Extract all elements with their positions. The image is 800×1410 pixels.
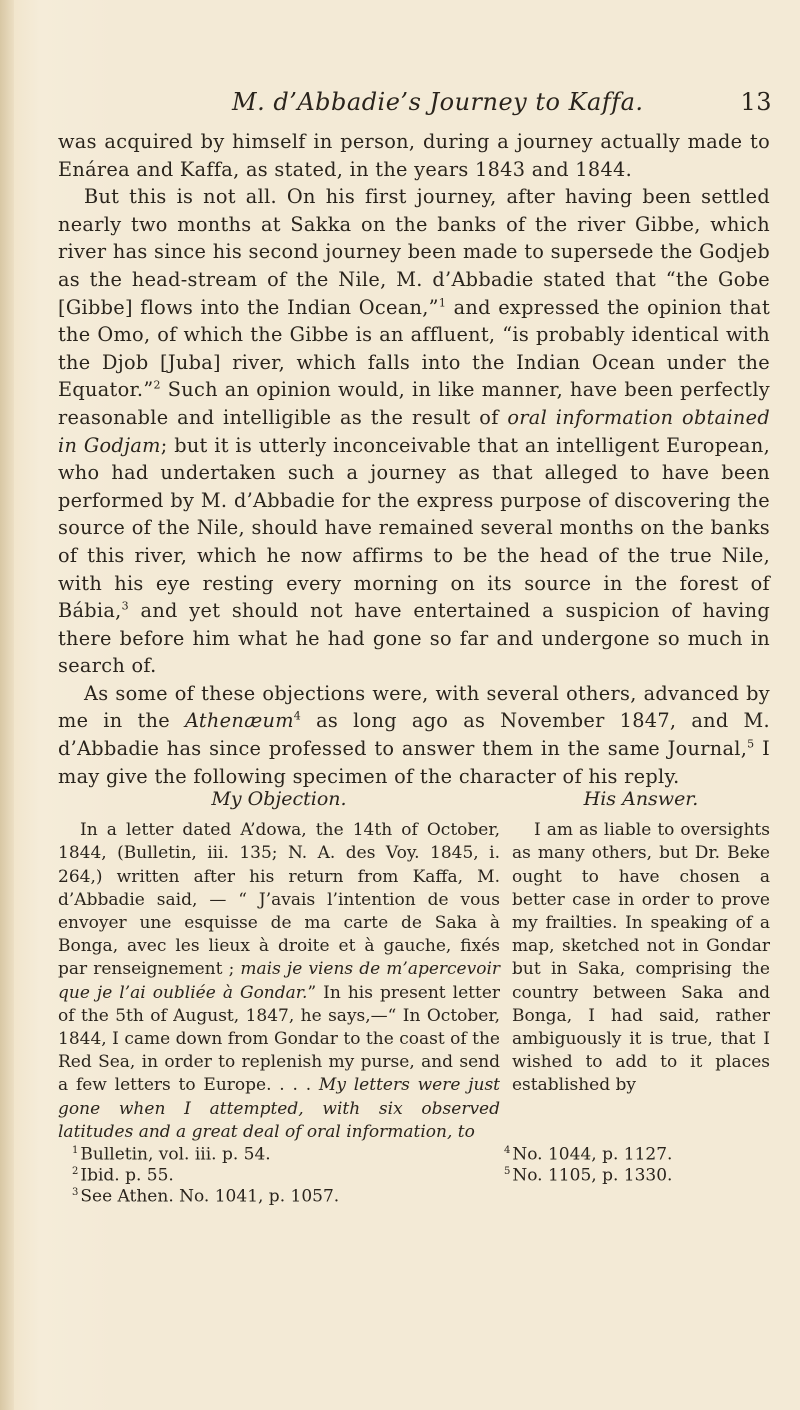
footnote-row: [58, 1140, 770, 1165]
footnote-ref: 2: [153, 378, 161, 392]
two-column-comparison: [58, 788, 770, 1142]
footnote: $^5$ No. 1105, p. 1330.: [504, 1165, 673, 1186]
objection-column: [58, 788, 500, 1144]
footnote: $^1$ Bulletin, vol. iii. p. 54.: [72, 1144, 271, 1165]
objection-heading: My Objection.: [211, 788, 347, 810]
footnote: $^3$ See Athen. No. 1041, p. 1057.: [72, 1186, 340, 1207]
footnotes: [58, 1140, 770, 1207]
paragraph: As some of these objections were, with several others, advanced by me in the Athenæum$^4$ as long ago as November 1847, and M. d’Abbadie has since professed to answer them in the same Journal,$^5$ I may give the following specimen of the character of his reply.: [58, 681, 770, 788]
footnote-ref: 3: [121, 599, 129, 613]
paragraph: But this is not all. On his first journey, after having been settled nearly two months at Sakka on the banks of the river Gibbe, which river has since his second journey been made to supersede the Godjeb as the head-stream of the Nile, M. d’Abbadie stated that “the Gobe [Gibbe] flows into the Indian Ocean,”$^1$ and expressed the opinion that the Omo, of which the Gibbe is an affluent, “is probably identical with the Djob [Juba] river, which falls into the Indian Ocean under the Equator.”$^2$ Such an opinion would, in like manner, have been perfectly reasonable and intelligible as the result of oral information obtained in Godjam; but it is utterly inconceivable that an intelligent European, who had undertaken such a journey as that alleged to have been performed by M. d’Abbadie for the express purpose of discovering the source of the Nile, should have remained several months on the banks of this river, which he now affirms to be the head of the true Nile, with his eye resting every morning on its source in the forest of Bábia,$^3$ and yet should not have entertained a suspicion of having there before him what he had gone so far and undergone so much in search of.: [58, 185, 770, 678]
running-head-title: M. d’Abbadie’s Journey to Kaffa.: [232, 88, 644, 116]
paragraph: was acquired by himself in person, during a journey actually made to Enárea and Kaffa, as stated, in the years 1843 and 1844.: [58, 130, 770, 181]
running-head: [232, 88, 772, 116]
page-edge: [0, 0, 14, 1410]
footnote-ref: 4: [293, 710, 302, 724]
answer-heading: His Answer.: [583, 788, 699, 810]
footnote: $^2$ Ibid. p. 55.: [72, 1165, 174, 1186]
answer-text: I am as liable to oversights as many others, but Dr. Beke ought to have chosen a better case in order to prove my frailties. In speaking of a map, sketched not in Gondar but in Saka, comprising the country between Saka and Bonga, I had said, rather ambiguously it is true, that I wished to add to it places established by: [512, 820, 770, 1096]
answer-column: [512, 788, 770, 1098]
footnote-row: [58, 1161, 770, 1186]
footnote: $^4$ No. 1044, p. 1127.: [504, 1144, 673, 1165]
objection-text: In a letter dated A’dowa, the 14th of October, 1844, (Bulletin, iii. 135; N. A. des Voy. 1845, i. 264,) written after his return from Kaffa, M. d’Abbadie said, — “ J’avais l’intention de vous envoyer une esquisse de ma carte de Saka à Bonga, avec les lieux à droite et à gauche, fixés par renseignement ; mais je viens de m’apercevoir que je l’ai oubliée à Gondar.” In his present letter of the 5th of August, 1847, he says,—“ In October, 1844, I came down from Gondar to the coast of the Red Sea, in order to replenish my purse, and send a few letters to Europe. . . . My letters were just gone when I attempted, with six observed latitudes and a great deal of oral information, to: [58, 820, 501, 1142]
footnote-ref: 1: [438, 296, 447, 310]
page-number: 13: [740, 88, 772, 116]
main-text: [58, 128, 770, 790]
footnote-ref: 5: [747, 737, 755, 751]
footnote-row: [58, 1182, 770, 1207]
